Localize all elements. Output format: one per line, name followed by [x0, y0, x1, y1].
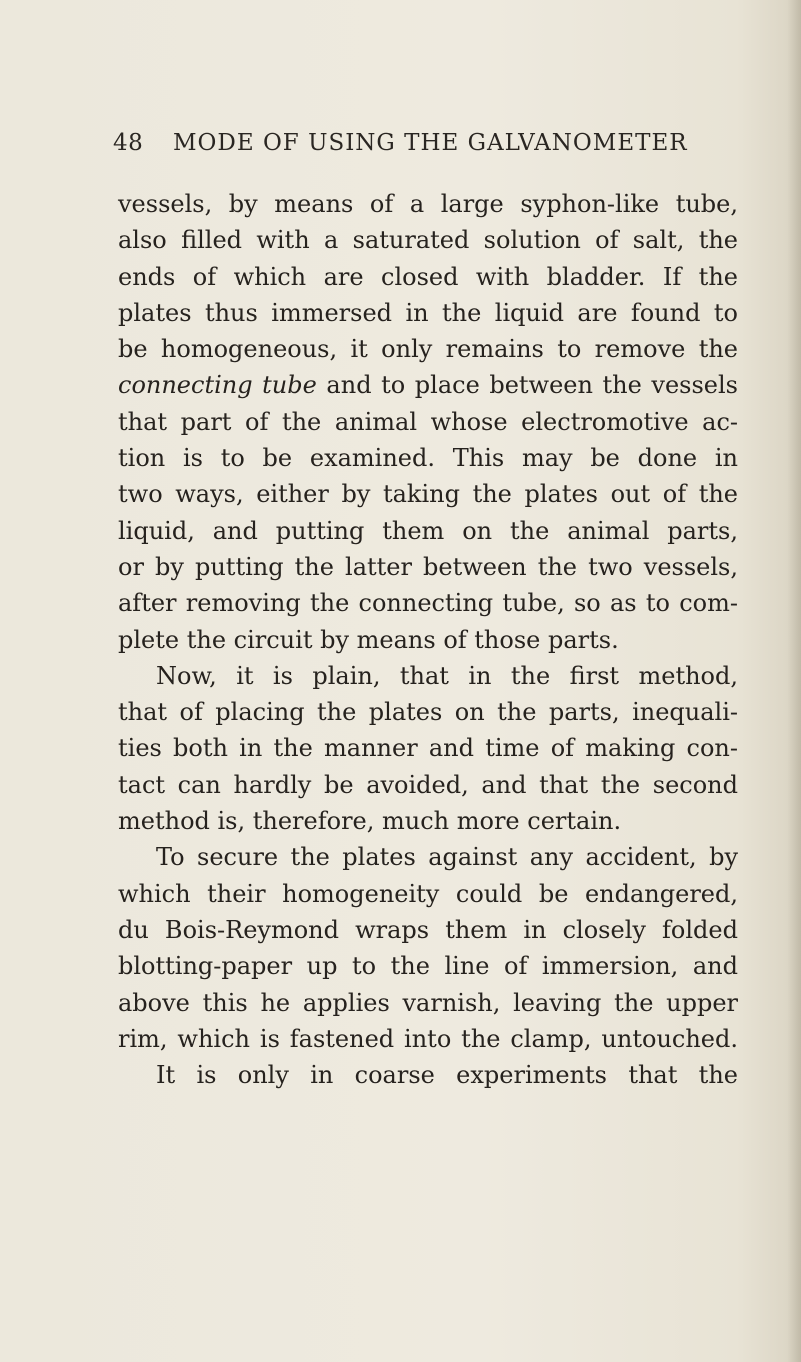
text-line: method is, therefore, much more certain.: [118, 807, 622, 836]
text-line: also filled with a saturated solution of salt, the: [118, 226, 738, 255]
text-line: ties both in the manner and time of making con-: [118, 734, 738, 763]
text-line: be homogeneous, it only remains to remove the: [118, 335, 738, 364]
page-edge-shadow: [787, 0, 801, 1362]
text-line: tion is to be examined. This may be done in: [118, 444, 738, 473]
body-text: [118, 186, 738, 1093]
text-line: rim, which is fastened into the clamp, untouched.: [118, 1024, 738, 1053]
page-number: 48: [113, 130, 144, 156]
text-line: plete the circuit by means of those parts.: [118, 625, 619, 654]
text-line: Now, it is plain, that in the first method,: [156, 661, 738, 690]
text-line: after removing the connecting tube, so as to com-: [118, 589, 738, 618]
text-line: vessels, by means of a large syphon-like tube,: [118, 190, 738, 218]
text-line: plates thus immersed in the liquid are found to: [118, 298, 738, 327]
text-line: tact can hardly be avoided, and that the second: [118, 770, 738, 799]
text-line: liquid, and putting them on the animal parts,: [118, 516, 738, 545]
text-line: It is only in coarse experiments that the: [156, 1061, 738, 1090]
text-line: two ways, either by taking the plates out of the: [118, 480, 738, 509]
text-line-rest: and to place between the vessels: [326, 371, 739, 400]
italic-phrase: connecting tube: [118, 371, 317, 400]
page-header: [113, 126, 688, 166]
text-line: which their homogeneity could be endangered,: [118, 879, 738, 908]
text-line: To secure the plates against any accident, by: [156, 843, 738, 872]
text-line: that of placing the plates on the parts, inequali-: [118, 698, 738, 727]
text-line: above this he applies varnish, leaving the upper: [118, 988, 738, 1017]
text-line: du Bois-Reymond wraps them in closely folded: [118, 915, 738, 944]
text-line: ends of which are closed with bladder. If the: [118, 262, 738, 291]
running-title: MODE OF USING THE GALVANOMETER: [173, 130, 688, 156]
text-line: [118, 367, 738, 403]
text-line: blotting-paper up to the line of immersion, and: [118, 952, 738, 981]
text-line: or by putting the latter between the two vessels,: [118, 552, 738, 581]
text-line: that part of the animal whose electromotive ac-: [118, 407, 738, 436]
